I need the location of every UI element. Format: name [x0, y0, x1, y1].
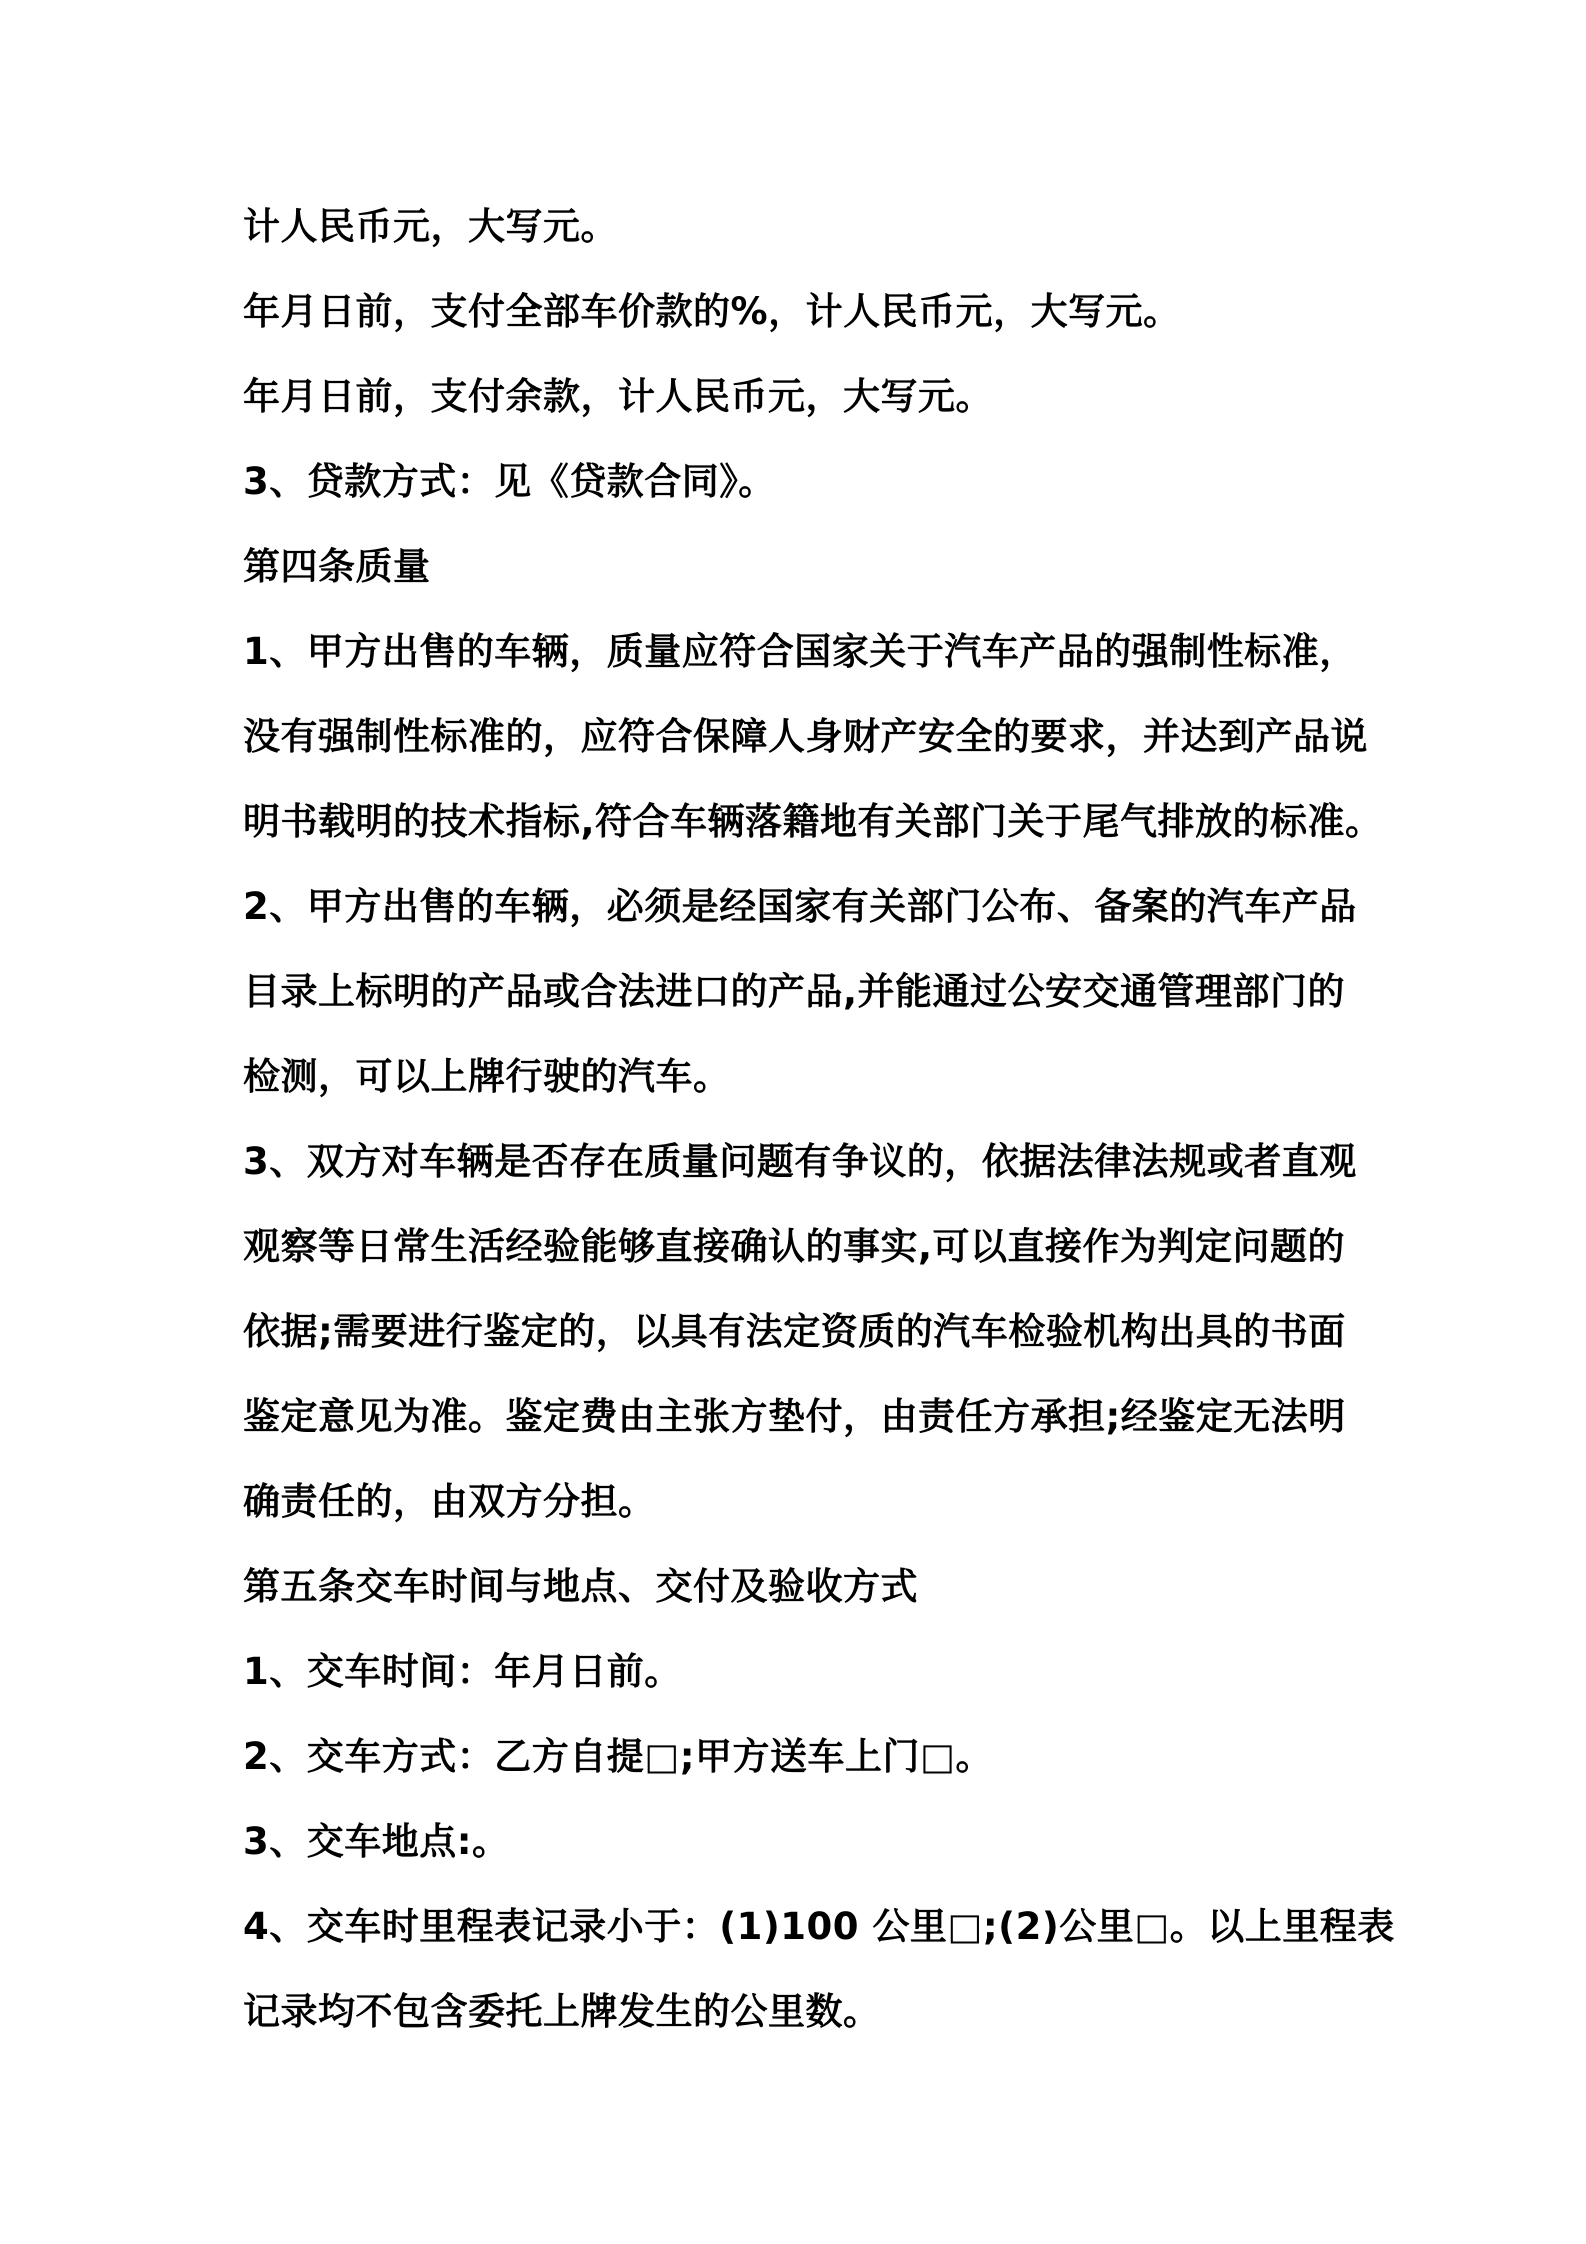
contract-line: 2、甲方出售的车辆，必须是经国家有关部门公布、备案的汽车产品	[243, 885, 1357, 928]
contract-line: 目录上标明的产品或合法进口的产品,并能通过公安交通管理部门的	[243, 970, 1346, 1013]
contract-line: 计人民币元，大写元。	[243, 205, 618, 248]
contract-line: 年月日前，支付全部车价款的%，计人民币元，大写元。	[243, 290, 1181, 333]
contract-line: 鉴定意见为准。鉴定费由主张方垫付，由责任方承担;经鉴定无法明	[243, 1395, 1346, 1438]
contract-line: 记录均不包含委托上牌发生的公里数。	[243, 1990, 881, 2033]
contract-line: 4、交车时里程表记录小于：(1)100 公里□;(2)公里□。以上里程表	[243, 1905, 1395, 1948]
section-heading-article5: 第五条交车时间与地点、交付及验收方式	[243, 1565, 918, 1608]
contract-line: 明书载明的技术指标,符合车辆落籍地有关部门关于尾气排放的标准。	[243, 800, 1383, 843]
contract-line: 观察等日常生活经验能够直接确认的事实,可以直接作为判定问题的	[243, 1225, 1346, 1268]
contract-line: 确责任的，由双方分担。	[243, 1480, 656, 1523]
contract-line: 年月日前，支付余款，计人民币元，大写元。	[243, 375, 993, 418]
contract-line: 检测，可以上牌行驶的汽车。	[243, 1055, 731, 1098]
contract-line: 2、交车方式：乙方自提□;甲方送车上门□。	[243, 1735, 993, 1778]
contract-line: 3、贷款方式：见《贷款合同》。	[243, 460, 776, 503]
contract-line: 没有强制性标准的，应符合保障人身财产安全的要求，并达到产品说	[243, 715, 1368, 758]
contract-line: 3、双方对车辆是否存在质量问题有争议的，依据法律法规或者直观	[243, 1140, 1357, 1183]
contract-line: 3、交车地点:。	[243, 1820, 510, 1863]
contract-line: 依据;需要进行鉴定的，以具有法定资质的汽车检验机构出具的书面	[243, 1310, 1346, 1353]
contract-text-block	[243, 184, 1443, 2054]
contract-line: 1、甲方出售的车辆，质量应符合国家关于汽车产品的强制性标准，	[243, 630, 1357, 673]
section-heading-article4: 第四条质量	[243, 545, 431, 588]
contract-line: 1、交车时间：年月日前。	[243, 1650, 682, 1693]
